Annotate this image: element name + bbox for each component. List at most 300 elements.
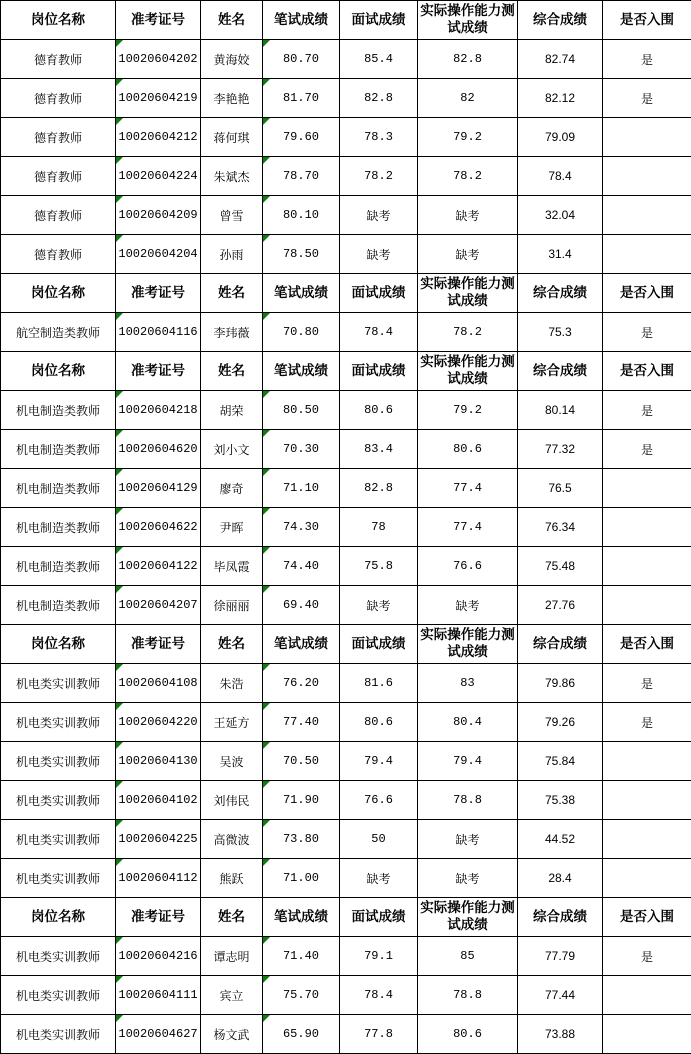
cell-practical-score: 78.8	[418, 781, 518, 820]
cell-interview-score: 80.6	[340, 391, 418, 430]
header-interview-score: 面试成绩	[340, 898, 418, 937]
table-row	[1, 664, 691, 703]
green-triangle-icon	[263, 937, 270, 944]
header-name: 姓名	[201, 898, 263, 937]
cell-exam-id	[116, 1015, 201, 1054]
green-triangle-icon	[116, 469, 123, 476]
cell-practical-score: 82	[418, 79, 518, 118]
cell-position: 机电制造类教师	[1, 430, 116, 469]
cell-overall-score: 79.86	[518, 664, 603, 703]
header-overall-score: 综合成绩	[518, 352, 603, 391]
green-triangle-icon	[116, 196, 123, 203]
green-triangle-icon	[116, 391, 123, 398]
header-name: 姓名	[201, 625, 263, 664]
cell-overall-score: 79.26	[518, 703, 603, 742]
cell-written-score	[263, 79, 340, 118]
cell-interview-score: 82.8	[340, 79, 418, 118]
cell-overall-score: 44.52	[518, 820, 603, 859]
cell-name: 尹晖	[201, 508, 263, 547]
cell-exam-id-text: 10020604216	[118, 949, 198, 963]
cell-position: 德育教师	[1, 196, 116, 235]
cell-written-score	[263, 157, 340, 196]
cell-name: 黄海姣	[201, 40, 263, 79]
green-triangle-icon	[263, 976, 270, 983]
cell-written-score-text: 78.50	[282, 247, 319, 261]
cell-name: 吴波	[201, 742, 263, 781]
cell-name: 刘伟民	[201, 781, 263, 820]
cell-practical-score: 85	[418, 937, 518, 976]
cell-practical-score: 缺考	[418, 859, 518, 898]
cell-interview-score: 85.4	[340, 40, 418, 79]
cell-name: 曾雪	[201, 196, 263, 235]
cell-written-score	[263, 820, 340, 859]
cell-written-score-text: 80.10	[282, 208, 319, 222]
cell-exam-id-text: 10020604129	[118, 481, 198, 495]
cell-written-score	[263, 391, 340, 430]
cell-exam-id-text: 10020604102	[118, 793, 198, 807]
cell-written-score-text: 75.70	[282, 988, 319, 1002]
cell-shortlisted	[603, 118, 691, 157]
header-practical-score: 实际操作能力测试成绩	[418, 898, 518, 937]
green-triangle-icon	[263, 196, 270, 203]
cell-exam-id-text: 10020604112	[118, 871, 198, 885]
cell-position: 机电制造类教师	[1, 508, 116, 547]
cell-shortlisted	[603, 196, 691, 235]
header-shortlisted: 是否入围	[603, 352, 691, 391]
table-row	[1, 235, 691, 274]
header-overall-score: 综合成绩	[518, 898, 603, 937]
cell-position: 机电制造类教师	[1, 586, 116, 625]
cell-exam-id	[116, 937, 201, 976]
green-triangle-icon	[263, 391, 270, 398]
cell-written-score-text: 73.80	[282, 832, 319, 846]
header-shortlisted: 是否入围	[603, 625, 691, 664]
cell-overall-score: 27.76	[518, 586, 603, 625]
cell-interview-score: 80.6	[340, 703, 418, 742]
cell-overall-score: 82.12	[518, 79, 603, 118]
cell-name: 宾立	[201, 976, 263, 1015]
green-triangle-icon	[263, 820, 270, 827]
cell-written-score-text: 81.70	[282, 91, 319, 105]
cell-written-score-text: 79.60	[282, 130, 319, 144]
cell-overall-score: 75.84	[518, 742, 603, 781]
header-position: 岗位名称	[1, 1, 116, 40]
cell-exam-id	[116, 313, 201, 352]
header-overall-score: 综合成绩	[518, 1, 603, 40]
cell-written-score-text: 70.50	[282, 754, 319, 768]
cell-exam-id-text: 10020604219	[118, 91, 198, 105]
green-triangle-icon	[116, 859, 123, 866]
cell-shortlisted	[603, 742, 691, 781]
cell-exam-id	[116, 703, 201, 742]
header-shortlisted: 是否入围	[603, 1, 691, 40]
cell-written-score	[263, 586, 340, 625]
cell-exam-id-text: 10020604225	[118, 832, 198, 846]
green-triangle-icon	[116, 508, 123, 515]
header-position: 岗位名称	[1, 625, 116, 664]
cell-shortlisted	[603, 235, 691, 274]
cell-written-score-text: 80.50	[282, 403, 319, 417]
green-triangle-icon	[116, 586, 123, 593]
cell-written-score-text: 65.90	[282, 1027, 319, 1041]
header-overall-score: 综合成绩	[518, 274, 603, 313]
cell-written-score	[263, 313, 340, 352]
cell-exam-id	[116, 391, 201, 430]
green-triangle-icon	[116, 742, 123, 749]
cell-shortlisted: 是	[603, 79, 691, 118]
cell-overall-score: 75.38	[518, 781, 603, 820]
green-triangle-icon	[116, 547, 123, 554]
cell-practical-score: 78.8	[418, 976, 518, 1015]
cell-shortlisted	[603, 820, 691, 859]
header-practical-score: 实际操作能力测试成绩	[418, 274, 518, 313]
cell-shortlisted	[603, 1015, 691, 1054]
cell-exam-id-text: 10020604220	[118, 715, 198, 729]
green-triangle-icon	[116, 1015, 123, 1022]
header-name: 姓名	[201, 352, 263, 391]
cell-written-score	[263, 40, 340, 79]
cell-practical-score: 83	[418, 664, 518, 703]
cell-exam-id-text: 10020604627	[118, 1027, 198, 1041]
cell-exam-id-text: 10020604204	[118, 247, 198, 261]
table-row	[1, 820, 691, 859]
cell-position: 德育教师	[1, 118, 116, 157]
cell-written-score-text: 71.00	[282, 871, 319, 885]
header-row	[1, 1, 691, 40]
header-exam-id: 准考证号	[116, 625, 201, 664]
cell-name: 王延方	[201, 703, 263, 742]
cell-position: 德育教师	[1, 40, 116, 79]
cell-name: 熊跃	[201, 859, 263, 898]
cell-overall-score: 82.74	[518, 40, 603, 79]
cell-written-score	[263, 976, 340, 1015]
cell-practical-score: 77.4	[418, 469, 518, 508]
table-row	[1, 430, 691, 469]
cell-position: 机电类实训教师	[1, 1015, 116, 1054]
table-row	[1, 157, 691, 196]
cell-exam-id	[116, 430, 201, 469]
green-triangle-icon	[263, 859, 270, 866]
cell-exam-id	[116, 196, 201, 235]
cell-written-score-text: 71.40	[282, 949, 319, 963]
cell-name: 李艳艳	[201, 79, 263, 118]
cell-exam-id-text: 10020604122	[118, 559, 198, 573]
green-triangle-icon	[263, 313, 270, 320]
green-triangle-icon	[116, 703, 123, 710]
cell-interview-score: 缺考	[340, 196, 418, 235]
table-row	[1, 196, 691, 235]
green-triangle-icon	[263, 664, 270, 671]
table-row	[1, 118, 691, 157]
cell-position: 机电制造类教师	[1, 469, 116, 508]
table-row	[1, 469, 691, 508]
cell-exam-id	[116, 79, 201, 118]
cell-practical-score: 80.6	[418, 430, 518, 469]
cell-name: 徐丽丽	[201, 586, 263, 625]
green-triangle-icon	[263, 586, 270, 593]
header-name: 姓名	[201, 1, 263, 40]
header-written-score: 笔试成绩	[263, 625, 340, 664]
cell-name: 朱浩	[201, 664, 263, 703]
cell-written-score-text: 80.70	[282, 52, 319, 66]
cell-overall-score: 76.5	[518, 469, 603, 508]
header-row	[1, 352, 691, 391]
cell-shortlisted: 是	[603, 313, 691, 352]
cell-position: 德育教师	[1, 235, 116, 274]
green-triangle-icon	[263, 118, 270, 125]
table-row	[1, 781, 691, 820]
green-triangle-icon	[263, 508, 270, 515]
cell-written-score	[263, 859, 340, 898]
cell-exam-id-text: 10020604622	[118, 520, 198, 534]
cell-exam-id-text: 10020604202	[118, 52, 198, 66]
table-row	[1, 937, 691, 976]
cell-practical-score: 80.4	[418, 703, 518, 742]
cell-shortlisted: 是	[603, 664, 691, 703]
header-overall-score: 综合成绩	[518, 625, 603, 664]
cell-overall-score: 79.09	[518, 118, 603, 157]
cell-position: 德育教师	[1, 79, 116, 118]
cell-written-score	[263, 742, 340, 781]
cell-practical-score: 76.6	[418, 547, 518, 586]
cell-exam-id	[116, 859, 201, 898]
cell-name: 刘小文	[201, 430, 263, 469]
cell-name: 毕凤霞	[201, 547, 263, 586]
header-exam-id: 准考证号	[116, 274, 201, 313]
cell-interview-score: 81.6	[340, 664, 418, 703]
cell-written-score	[263, 508, 340, 547]
green-triangle-icon	[116, 235, 123, 242]
cell-exam-id	[116, 235, 201, 274]
cell-shortlisted: 是	[603, 703, 691, 742]
cell-shortlisted	[603, 508, 691, 547]
cell-interview-score: 82.8	[340, 469, 418, 508]
table-row	[1, 586, 691, 625]
cell-practical-score: 80.6	[418, 1015, 518, 1054]
table-row	[1, 313, 691, 352]
green-triangle-icon	[116, 781, 123, 788]
green-triangle-icon	[263, 742, 270, 749]
green-triangle-icon	[263, 157, 270, 164]
cell-overall-score: 31.4	[518, 235, 603, 274]
cell-exam-id	[116, 157, 201, 196]
header-row	[1, 898, 691, 937]
cell-position: 机电制造类教师	[1, 391, 116, 430]
table-row	[1, 40, 691, 79]
cell-shortlisted	[603, 859, 691, 898]
cell-name: 孙雨	[201, 235, 263, 274]
header-name: 姓名	[201, 274, 263, 313]
cell-shortlisted	[603, 976, 691, 1015]
green-triangle-icon	[116, 40, 123, 47]
cell-interview-score: 78	[340, 508, 418, 547]
cell-shortlisted	[603, 469, 691, 508]
cell-name: 高微波	[201, 820, 263, 859]
green-triangle-icon	[263, 79, 270, 86]
cell-written-score	[263, 118, 340, 157]
header-exam-id: 准考证号	[116, 352, 201, 391]
cell-exam-id-text: 10020604116	[118, 325, 198, 339]
cell-exam-id-text: 10020604620	[118, 442, 198, 456]
cell-written-score	[263, 196, 340, 235]
green-triangle-icon	[263, 469, 270, 476]
cell-position: 机电类实训教师	[1, 820, 116, 859]
cell-exam-id	[116, 118, 201, 157]
cell-exam-id	[116, 586, 201, 625]
cell-overall-score: 73.88	[518, 1015, 603, 1054]
cell-written-score	[263, 547, 340, 586]
table-row	[1, 976, 691, 1015]
green-triangle-icon	[263, 547, 270, 554]
cell-practical-score: 82.8	[418, 40, 518, 79]
header-position: 岗位名称	[1, 274, 116, 313]
header-position: 岗位名称	[1, 898, 116, 937]
cell-written-score	[263, 1015, 340, 1054]
cell-overall-score: 28.4	[518, 859, 603, 898]
cell-written-score-text: 77.40	[282, 715, 319, 729]
cell-interview-score: 78.2	[340, 157, 418, 196]
header-written-score: 笔试成绩	[263, 1, 340, 40]
cell-shortlisted	[603, 781, 691, 820]
cell-written-score-text: 74.30	[282, 520, 319, 534]
cell-written-score-text: 69.40	[282, 598, 319, 612]
green-triangle-icon	[263, 235, 270, 242]
header-interview-score: 面试成绩	[340, 1, 418, 40]
cell-written-score	[263, 430, 340, 469]
cell-overall-score: 78.4	[518, 157, 603, 196]
cell-written-score-text: 76.20	[282, 676, 319, 690]
cell-position: 机电类实训教师	[1, 976, 116, 1015]
cell-exam-id-text: 10020604108	[118, 676, 198, 690]
cell-exam-id	[116, 976, 201, 1015]
cell-overall-score: 77.32	[518, 430, 603, 469]
cell-written-score-text: 70.80	[282, 325, 319, 339]
cell-practical-score: 79.4	[418, 742, 518, 781]
cell-shortlisted: 是	[603, 40, 691, 79]
cell-written-score-text: 78.70	[282, 169, 319, 183]
cell-name: 廖奇	[201, 469, 263, 508]
cell-exam-id-text: 10020604207	[118, 598, 198, 612]
cell-overall-score: 75.3	[518, 313, 603, 352]
green-triangle-icon	[116, 664, 123, 671]
cell-written-score-text: 70.30	[282, 442, 319, 456]
header-practical-score: 实际操作能力测试成绩	[418, 1, 518, 40]
header-written-score: 笔试成绩	[263, 898, 340, 937]
cell-written-score-text: 71.10	[282, 481, 319, 495]
cell-overall-score: 75.48	[518, 547, 603, 586]
green-triangle-icon	[116, 937, 123, 944]
cell-written-score	[263, 781, 340, 820]
cell-position: 机电制造类教师	[1, 547, 116, 586]
cell-name: 朱斌杰	[201, 157, 263, 196]
cell-exam-id	[116, 508, 201, 547]
cell-practical-score: 缺考	[418, 820, 518, 859]
cell-exam-id	[116, 469, 201, 508]
cell-interview-score: 78.4	[340, 976, 418, 1015]
cell-written-score	[263, 235, 340, 274]
header-row	[1, 274, 691, 313]
cell-position: 机电类实训教师	[1, 859, 116, 898]
cell-exam-id	[116, 781, 201, 820]
cell-exam-id	[116, 742, 201, 781]
cell-interview-score: 75.8	[340, 547, 418, 586]
cell-shortlisted: 是	[603, 937, 691, 976]
green-triangle-icon	[116, 976, 123, 983]
cell-overall-score: 77.79	[518, 937, 603, 976]
green-triangle-icon	[116, 118, 123, 125]
table-row	[1, 1015, 691, 1054]
cell-interview-score: 缺考	[340, 586, 418, 625]
cell-shortlisted	[603, 547, 691, 586]
cell-position: 机电类实训教师	[1, 781, 116, 820]
cell-interview-score: 缺考	[340, 859, 418, 898]
cell-position: 航空制造类教师	[1, 313, 116, 352]
cell-exam-id-text: 10020604209	[118, 208, 198, 222]
cell-interview-score: 83.4	[340, 430, 418, 469]
green-triangle-icon	[116, 157, 123, 164]
header-interview-score: 面试成绩	[340, 352, 418, 391]
cell-exam-id	[116, 820, 201, 859]
cell-name: 杨文武	[201, 1015, 263, 1054]
cell-interview-score: 79.1	[340, 937, 418, 976]
cell-interview-score: 78.3	[340, 118, 418, 157]
cell-overall-score: 80.14	[518, 391, 603, 430]
cell-practical-score: 79.2	[418, 118, 518, 157]
cell-practical-score: 缺考	[418, 235, 518, 274]
cell-name: 蒋何琪	[201, 118, 263, 157]
cell-shortlisted	[603, 586, 691, 625]
cell-name: 谭志明	[201, 937, 263, 976]
green-triangle-icon	[263, 703, 270, 710]
cell-practical-score: 缺考	[418, 586, 518, 625]
cell-shortlisted: 是	[603, 430, 691, 469]
header-practical-score: 实际操作能力测试成绩	[418, 625, 518, 664]
cell-practical-score: 78.2	[418, 313, 518, 352]
green-triangle-icon	[116, 430, 123, 437]
cell-exam-id-text: 10020604218	[118, 403, 198, 417]
cell-interview-score: 50	[340, 820, 418, 859]
table-row	[1, 703, 691, 742]
cell-overall-score: 32.04	[518, 196, 603, 235]
cell-practical-score: 缺考	[418, 196, 518, 235]
cell-practical-score: 78.2	[418, 157, 518, 196]
cell-written-score-text: 71.90	[282, 793, 319, 807]
cell-written-score	[263, 469, 340, 508]
header-practical-score: 实际操作能力测试成绩	[418, 352, 518, 391]
cell-exam-id-text: 10020604111	[118, 988, 198, 1002]
table-row	[1, 859, 691, 898]
header-exam-id: 准考证号	[116, 1, 201, 40]
cell-interview-score: 76.6	[340, 781, 418, 820]
cell-exam-id	[116, 547, 201, 586]
green-triangle-icon	[116, 79, 123, 86]
cell-exam-id	[116, 40, 201, 79]
table-row	[1, 508, 691, 547]
table-row	[1, 547, 691, 586]
cell-name: 胡荣	[201, 391, 263, 430]
table-row	[1, 391, 691, 430]
green-triangle-icon	[116, 820, 123, 827]
cell-written-score-text: 74.40	[282, 559, 319, 573]
cell-name: 李玮薇	[201, 313, 263, 352]
green-triangle-icon	[263, 781, 270, 788]
cell-exam-id	[116, 664, 201, 703]
green-triangle-icon	[263, 1015, 270, 1022]
cell-position: 机电类实训教师	[1, 937, 116, 976]
header-interview-score: 面试成绩	[340, 625, 418, 664]
cell-interview-score: 缺考	[340, 235, 418, 274]
cell-exam-id-text: 10020604224	[118, 169, 198, 183]
